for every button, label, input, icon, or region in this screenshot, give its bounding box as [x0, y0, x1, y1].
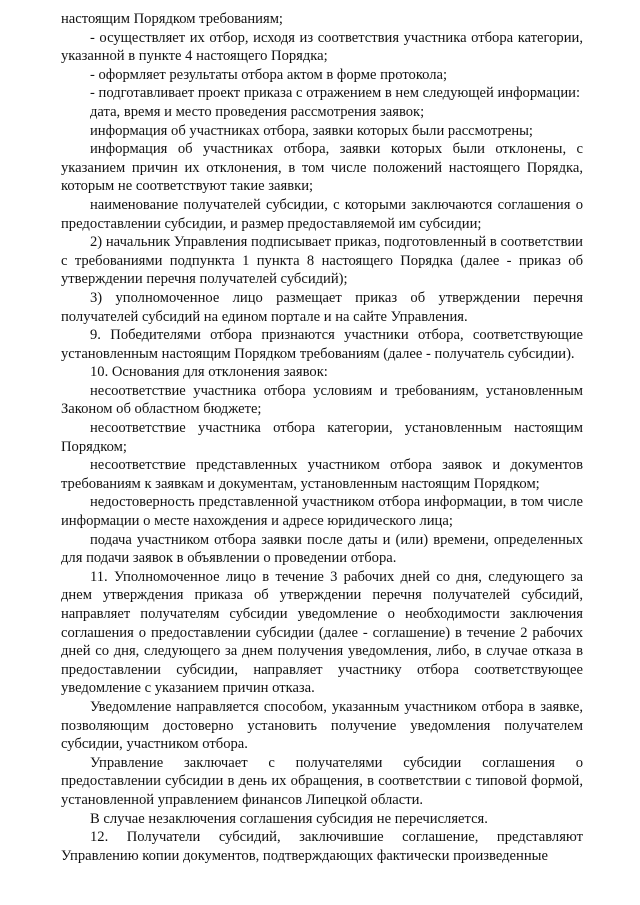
paragraph: дата, время и место проведения рассмотрения заявок; — [90, 103, 425, 120]
paragraph: информация об участниках отбора, заявки которых были рассмотрены; — [90, 122, 533, 139]
paragraph: несоответствие участника отбора условиям и требованиям, установленным Законом об областном бюджете; — [61, 382, 583, 418]
paragraph: подача участником отбора заявки после даты и (или) времени, определенных для подачи заявок в объявлении о проведении отбора. — [61, 531, 583, 567]
paragraph: информация об участниках отбора, заявки которых были отклонены, с указанием причин их отклонения, в том числе положений настоящего Порядка, которым не соответствуют такие заявки; — [61, 141, 583, 195]
paragraph: недостоверность представленной участником отбора информации, в том числе информации о месте нахождения и адресе юридического лица; — [61, 494, 583, 530]
paragraph: настоящим Порядком требованиям; — [61, 11, 283, 27]
paragraph: наименование получателей субсидии, с которыми заключаются соглашения о предоставлении субсидии, и размер предоставляемой им субсидии; — [61, 196, 583, 232]
paragraph: 11. Уполномоченное лицо в течение 3 рабочих дней со дня, следующего за днем утверждения приказа об утверждении перечня получателей субсидий, направляет получателям субсидии уведомление о необходимости заключения соглашения о предоставлении субсидии (далее - соглашение) в течение 2 рабочих дней со дня, следующего за днем получения уведомления, либо, в случае отказа в предоставлении субсидии, направляет участнику отбора соответствующее уведомление с указанием причин отказа. — [61, 568, 583, 697]
paragraph: 3) уполномоченное лицо размещает приказ об утверждении перечня получателей субсидий на едином портале и на сайте Управления. — [61, 289, 583, 325]
document-page — [61, 10, 583, 865]
paragraph: Управление заключает с получателями субсидии соглашения о предоставлении субсидии в день их обращения, в соответствии с типовой формой, установленной управлением финансов Липецкой области. — [61, 754, 583, 808]
paragraph: - оформляет результаты отбора актом в форме протокола; — [90, 66, 448, 83]
paragraph: несоответствие представленных участником отбора заявок и документов требованиям к заявкам и документам, установленным настоящим Порядком; — [61, 457, 583, 492]
paragraph: 12. Получатели субсидий, заключившие соглашение, представляют Управлению копии документов, подтверждающих фактически произведенные — [61, 829, 583, 864]
paragraph: 10. Основания для отклонения заявок: — [90, 364, 328, 381]
paragraph: Уведомление направляется способом, указанным участником отбора в заявке, позволяющим достоверно установить получение уведомления получателем субсидии, участником отбора. — [61, 698, 583, 753]
paragraph: - осуществляет их отбор, исходя из соответствия участника отбора категории, указанной в пункте 4 настоящего Порядка; — [61, 29, 583, 65]
paragraph: 2) начальник Управления подписывает приказ, подготовленный в соответствии с требованиями подпункта 1 пункта 8 настоящего Порядка (далее - приказ об утверждении перечня получателей субсидий); — [61, 234, 583, 288]
paragraph: - подготавливает проект приказа с отражением в нем следующей информации: — [90, 85, 580, 102]
paragraph: В случае незаключения соглашения субсидия не перечисляется. — [90, 810, 488, 827]
paragraph: 9. Победителями отбора признаются участники отбора, соответствующие установленным настоящим Порядком требованиям (далее - получатель субсидии). — [61, 327, 583, 362]
paragraph: несоответствие участника отбора категории, установленным настоящим Порядком; — [61, 420, 583, 455]
